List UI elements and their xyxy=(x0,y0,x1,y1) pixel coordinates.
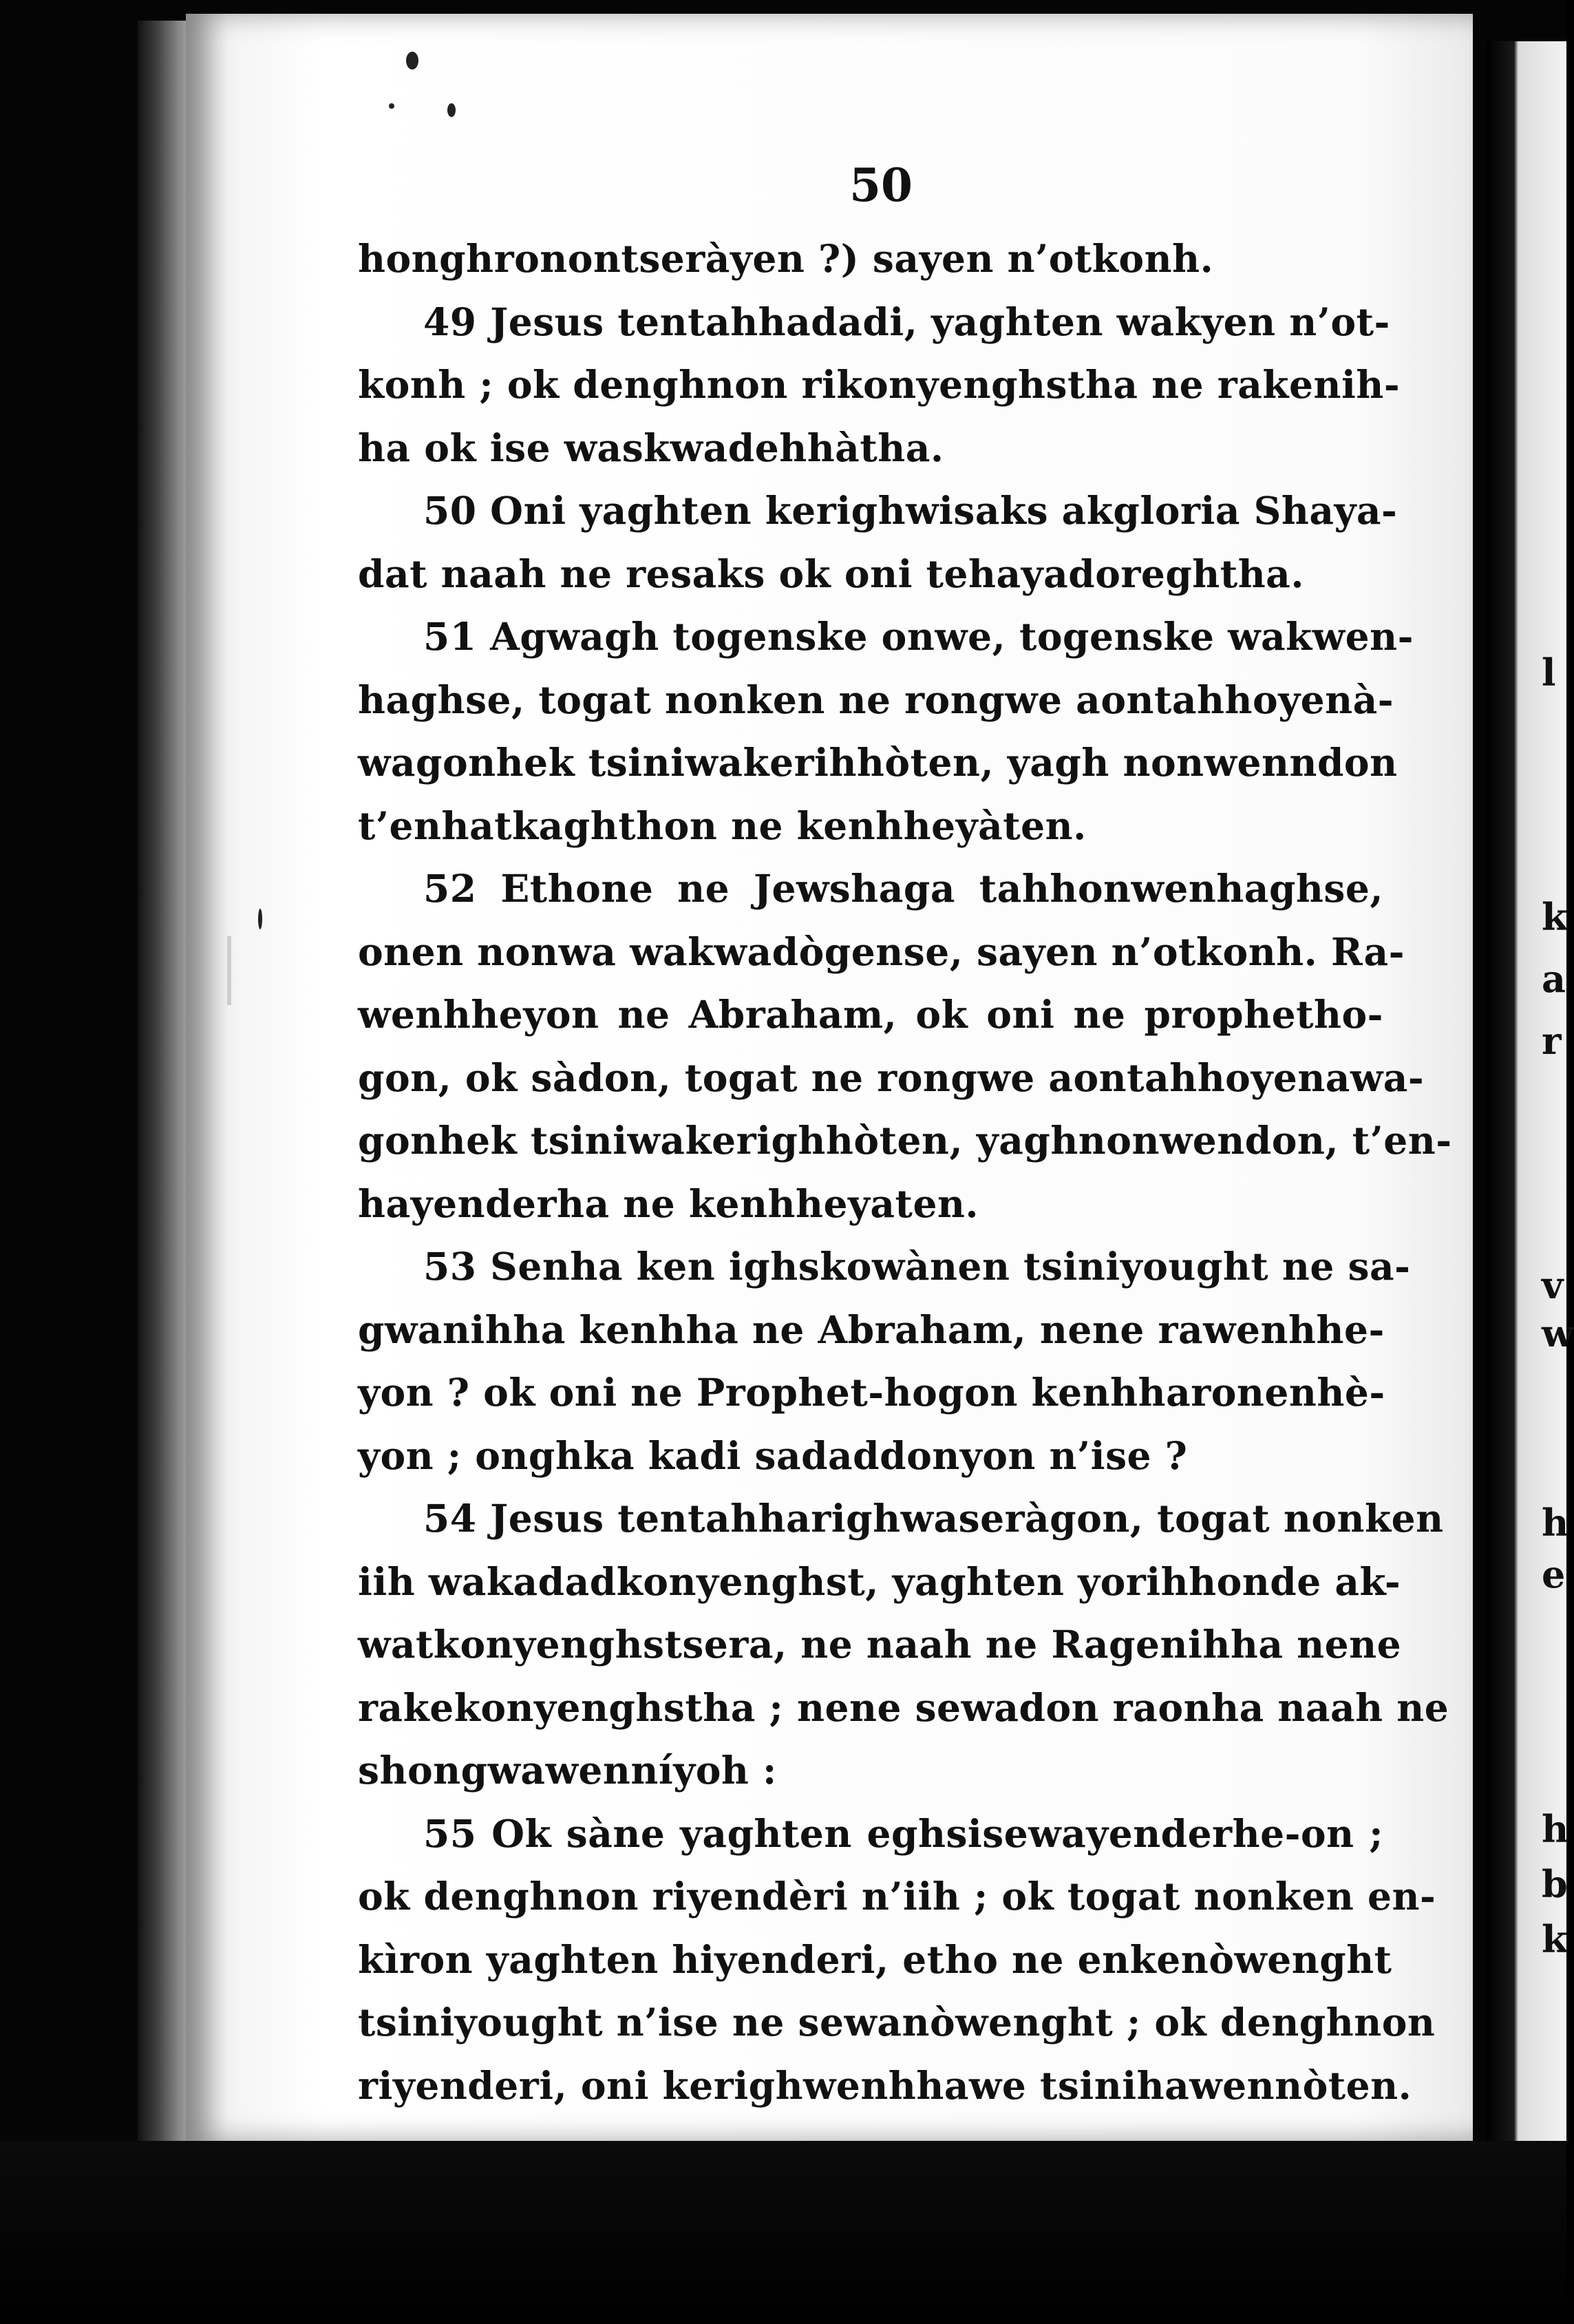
facing-page-fragment: k xyxy=(1542,1917,1568,1961)
text-line: gon, ok sàdon, togat ne rongwe aontahhoyenawa- xyxy=(358,1055,1425,1100)
ink-speck xyxy=(258,909,262,929)
text-line: wenhheyon ne Abraham, ok oni ne prophetho- xyxy=(358,992,1383,1037)
text-line: gwanihha kenhha ne Abraham, nene rawenhhe- xyxy=(358,1307,1385,1352)
text-line: riyenderi, oni kerighwenhhawe tsinihawennòten. xyxy=(358,2062,1412,2108)
facing-page-fragment: h xyxy=(1542,1807,1569,1851)
verse-line: 52 Ethone ne Jewshaga tahhonwenhaghse, xyxy=(423,866,1383,911)
text-line: tsiniyought n’ise ne sewanòwenght ; ok denghnon xyxy=(358,2000,1436,2045)
verse-line: 55 Ok sàne yaghten eghsisewayenderhe-on ; xyxy=(423,1810,1383,1856)
scan-bottom-edge xyxy=(0,2141,1566,2324)
text-line: honghronontseràyen ?) sayen n’otkonh. xyxy=(358,236,1214,281)
text-line: dat naah ne resaks ok oni tehayadoreghtha. xyxy=(358,551,1304,596)
text-line: kìron yaghten hiyenderi, etho ne enkenòwenght xyxy=(358,1936,1392,1982)
text-line: gonhek tsiniwakerighhòten, yaghnonwendon, t’en- xyxy=(358,1118,1452,1163)
verse-line: 54 Jesus tentahharighwaseràgon, togat nonken xyxy=(423,1496,1444,1541)
facing-page-fragment: a xyxy=(1542,957,1566,1001)
facing-page-fragment: v xyxy=(1542,1263,1564,1307)
text-line: ha ok ise waskwadehhàtha. xyxy=(358,425,944,470)
facing-page-fragment: h xyxy=(1542,1501,1569,1545)
facing-page-fragment: w xyxy=(1542,1311,1574,1355)
text-line: watkonyenghstsera, ne naah ne Ragenihha nene xyxy=(358,1622,1402,1667)
body-text xyxy=(358,227,1452,2117)
text-line: shongwawenníyoh : xyxy=(358,1748,777,1793)
text-line: yon ? ok oni ne Prophet-hogon kenhharonenhè- xyxy=(358,1370,1385,1415)
facing-page-fragment: k xyxy=(1542,895,1568,939)
text-line: rakekonyenghstha ; nene sewadon raonha naah ne xyxy=(358,1684,1449,1730)
facing-page-strip xyxy=(1487,41,1574,2141)
text-line: onen nonwa wakwadògense, sayen n’otkonh. Ra- xyxy=(358,929,1405,974)
facing-page-fragment: b xyxy=(1542,1862,1568,1906)
ink-speck xyxy=(406,52,418,70)
text-line: wagonhek tsiniwakerihhòten, yagh nonwenndon xyxy=(358,740,1398,785)
facing-page-fragment: l xyxy=(1542,651,1556,695)
facing-page-fragment: e xyxy=(1542,1552,1566,1596)
text-line: hayenderha ne kenhheyaten. xyxy=(358,1181,979,1226)
text-line: haghse, togat nonken ne rongwe aontahhoyenà- xyxy=(358,677,1394,722)
verse-line: 53 Senha ken ighskowànen tsiniyought ne sa- xyxy=(423,1244,1411,1289)
text-line: konh ; ok denghnon rikonyenghstha ne rakenih- xyxy=(358,362,1401,407)
text-line: ok denghnon riyendèri n’iih ; ok togat nonken en- xyxy=(358,1874,1436,1919)
text-line: yon ; onghka kadi sadaddonyon n’ise ? xyxy=(358,1433,1188,1478)
facing-page-fragment: r xyxy=(1542,1019,1562,1063)
text-line: iih wakadadkonyenghst, yaghten yorihhonde ak- xyxy=(358,1559,1401,1604)
page-mark xyxy=(227,936,231,1005)
ink-speck xyxy=(447,103,456,117)
verse-line: 50 Oni yaghten kerighwisaks akgloria Shaya- xyxy=(423,488,1398,533)
verse-line: 49 Jesus tentahhadadi, yaghten wakyen n’ot- xyxy=(423,299,1390,344)
verse-line: 51 Agwagh togenske onwe, togenske wakwen- xyxy=(423,614,1414,659)
page-number: 50 xyxy=(849,158,913,212)
text-line: t’enhatkaghthon ne kenhheyàten. xyxy=(358,803,1087,848)
ink-speck xyxy=(389,103,394,109)
